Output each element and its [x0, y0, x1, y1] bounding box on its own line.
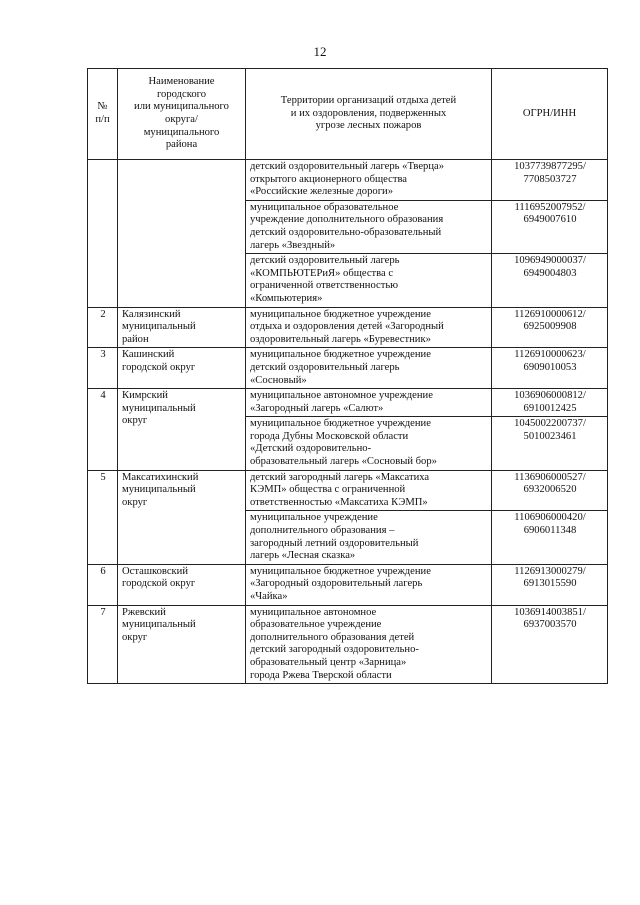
territory-cell: муниципальное автономное учреждение «Загородный лагерь «Салют»: [246, 389, 492, 417]
territory-cell: муниципальное бюджетное учреждение «Загородный оздоровительный лагерь «Чайка»: [246, 564, 492, 605]
ogrn-inn-cell: 1126913000279/ 6913015590: [492, 564, 608, 605]
row-number: 2: [88, 307, 118, 348]
header-district: Наименование городского или муниципального округа/ муниципального района: [118, 69, 246, 160]
ogrn-inn-cell: 1126910000612/ 6925009908: [492, 307, 608, 348]
table-row: [88, 348, 608, 389]
table-row: [88, 564, 608, 605]
district-name: Ржевский муниципальный округ: [118, 605, 246, 684]
table-row: [88, 307, 608, 348]
district-name: Осташковский городской округ: [118, 564, 246, 605]
ogrn-inn-cell: 1037739877295/ 7708503727: [492, 160, 608, 201]
ogrn-inn-cell: 1096949000037/ 6949004803: [492, 254, 608, 307]
table-row: [88, 470, 608, 511]
table-row: [88, 605, 608, 684]
camps-table: [87, 68, 608, 684]
ogrn-inn-cell: 1045002200737/ 5010023461: [492, 417, 608, 470]
territory-cell: муниципальное образовательное учреждение дополнительного образования детский оздоровительно-образовательный лагерь «Звездный»: [246, 200, 492, 253]
ogrn-inn-cell: 1106906000420/ 6906011348: [492, 511, 608, 564]
territory-cell: муниципальное бюджетное учреждение отдыха и оздоровления детей «Загородный оздоровительный лагерь «Буревестник»: [246, 307, 492, 348]
territory-cell: муниципальное учреждение дополнительного образования – загородный летний оздоровительный лагерь «Лесная сказка»: [246, 511, 492, 564]
territory-cell: детский оздоровительный лагерь «КОМПЬЮТЕРиЯ» общества с ограниченной ответственностью «Компьютерия»: [246, 254, 492, 307]
district-name: Кимрский муниципальный округ: [118, 389, 246, 471]
ogrn-inn-cell: 1126910000623/ 6909010053: [492, 348, 608, 389]
territory-cell: детский оздоровительный лагерь «Тверца» открытого акционерного общества «Российские железные дороги»: [246, 160, 492, 201]
row-number: 6: [88, 564, 118, 605]
row-number: 5: [88, 470, 118, 564]
row-number: 7: [88, 605, 118, 684]
ogrn-inn-cell: 1036914003851/ 6937003570: [492, 605, 608, 684]
district-name: Калязинский муниципальный район: [118, 307, 246, 348]
district-name: Максатихинский муниципальный округ: [118, 470, 246, 564]
header-number: № п/п: [88, 69, 118, 160]
row-number: [88, 160, 118, 308]
territory-cell: муниципальное автономное образовательное учреждение дополнительного образования детей детский загородный оздоровительно- образовательный центр «Зарница» города Ржева Тверской области: [246, 605, 492, 684]
territory-cell: детский загородный лагерь «Максатиха КЭМП» общества с ограниченной ответственностью «Максатиха КЭМП»: [246, 470, 492, 511]
header-ogrn: ОГРН/ИНН: [492, 69, 608, 160]
territory-cell: муниципальное бюджетное учреждение детский оздоровительный лагерь «Сосновый»: [246, 348, 492, 389]
page-number: 12: [313, 44, 327, 59]
ogrn-inn-cell: 1116952007952/ 6949007610: [492, 200, 608, 253]
table-header-row: [88, 69, 608, 160]
header-territory: Территории организаций отдыха детей и их оздоровления, подверженных угрозе лесных пожаров: [246, 69, 492, 160]
row-number: 4: [88, 389, 118, 471]
table-row: [88, 160, 608, 201]
territory-cell: муниципальное бюджетное учреждение города Дубны Московской области «Детский оздоровительно- образовательный лагерь «Сосновый бор»: [246, 417, 492, 470]
ogrn-inn-cell: 1136906000527/ 6932006520: [492, 470, 608, 511]
row-number: 3: [88, 348, 118, 389]
district-name: [118, 160, 246, 308]
ogrn-inn-cell: 1036906000812/ 6910012425: [492, 389, 608, 417]
table-row: [88, 389, 608, 417]
district-name: Кашинский городской округ: [118, 348, 246, 389]
